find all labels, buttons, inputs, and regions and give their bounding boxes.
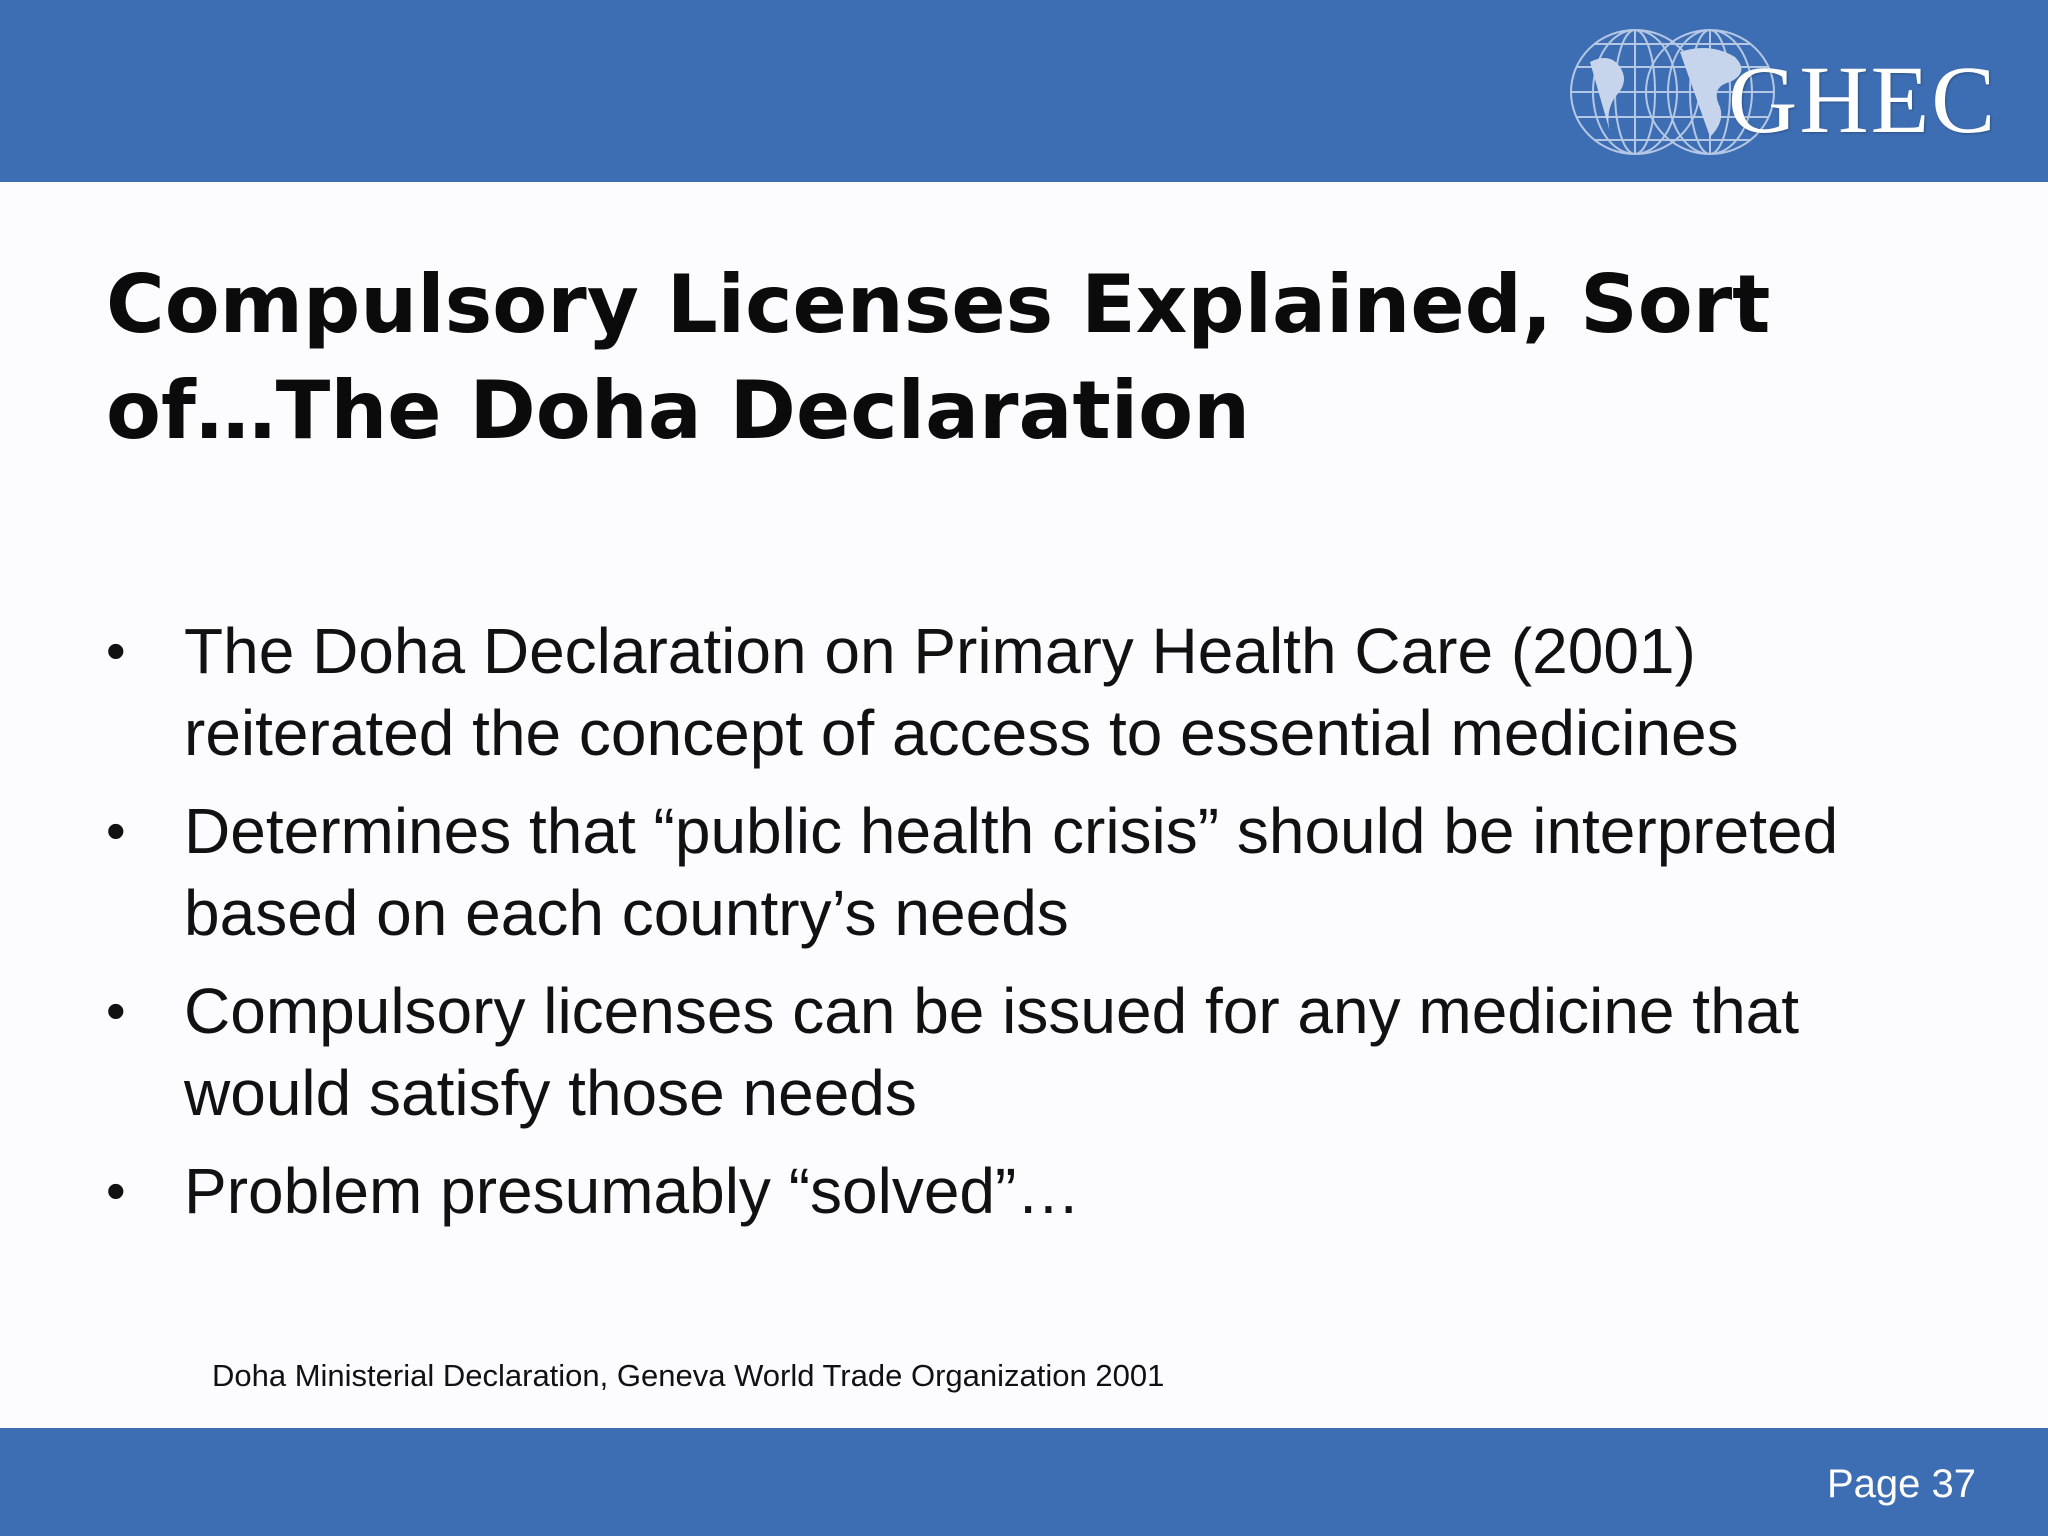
bullet-list <box>106 610 1866 1248</box>
bullet-item <box>106 1150 1866 1232</box>
bullet-text: Problem presumably “solved”… <box>184 1155 1081 1227</box>
bullet-marker: • <box>106 619 126 682</box>
ghec-logo <box>1560 22 2000 162</box>
header-band <box>0 0 2048 182</box>
title-line-1: Compulsory Licenses Explained, Sort <box>106 258 1771 351</box>
bullet-marker: • <box>106 979 126 1042</box>
logo-wordmark: GHEC <box>1728 46 1998 153</box>
title-line-2: of…The Doha Declaration <box>106 364 1251 457</box>
bullet-marker: • <box>106 1159 126 1222</box>
bullet-marker: • <box>106 799 126 862</box>
bullet-text: The Doha Declaration on Primary Health Care (2001) reiterated the concept of access to essential medicines <box>184 615 1739 769</box>
bullet-text: Determines that “public health crisis” should be interpreted based on each country’s needs <box>184 795 1839 949</box>
bullet-item <box>106 790 1866 954</box>
bullet-item <box>106 970 1866 1134</box>
footer-band <box>0 1428 2048 1536</box>
page-number: Page 37 <box>1826 1462 1976 1506</box>
bullet-text: Compulsory licenses can be issued for any medicine that would satisfy those needs <box>184 975 1800 1129</box>
bullet-item <box>106 610 1866 774</box>
slide-title <box>106 252 1906 464</box>
citation-text: Doha Ministerial Declaration, Geneva World Trade Organization 2001 <box>212 1358 1165 1393</box>
